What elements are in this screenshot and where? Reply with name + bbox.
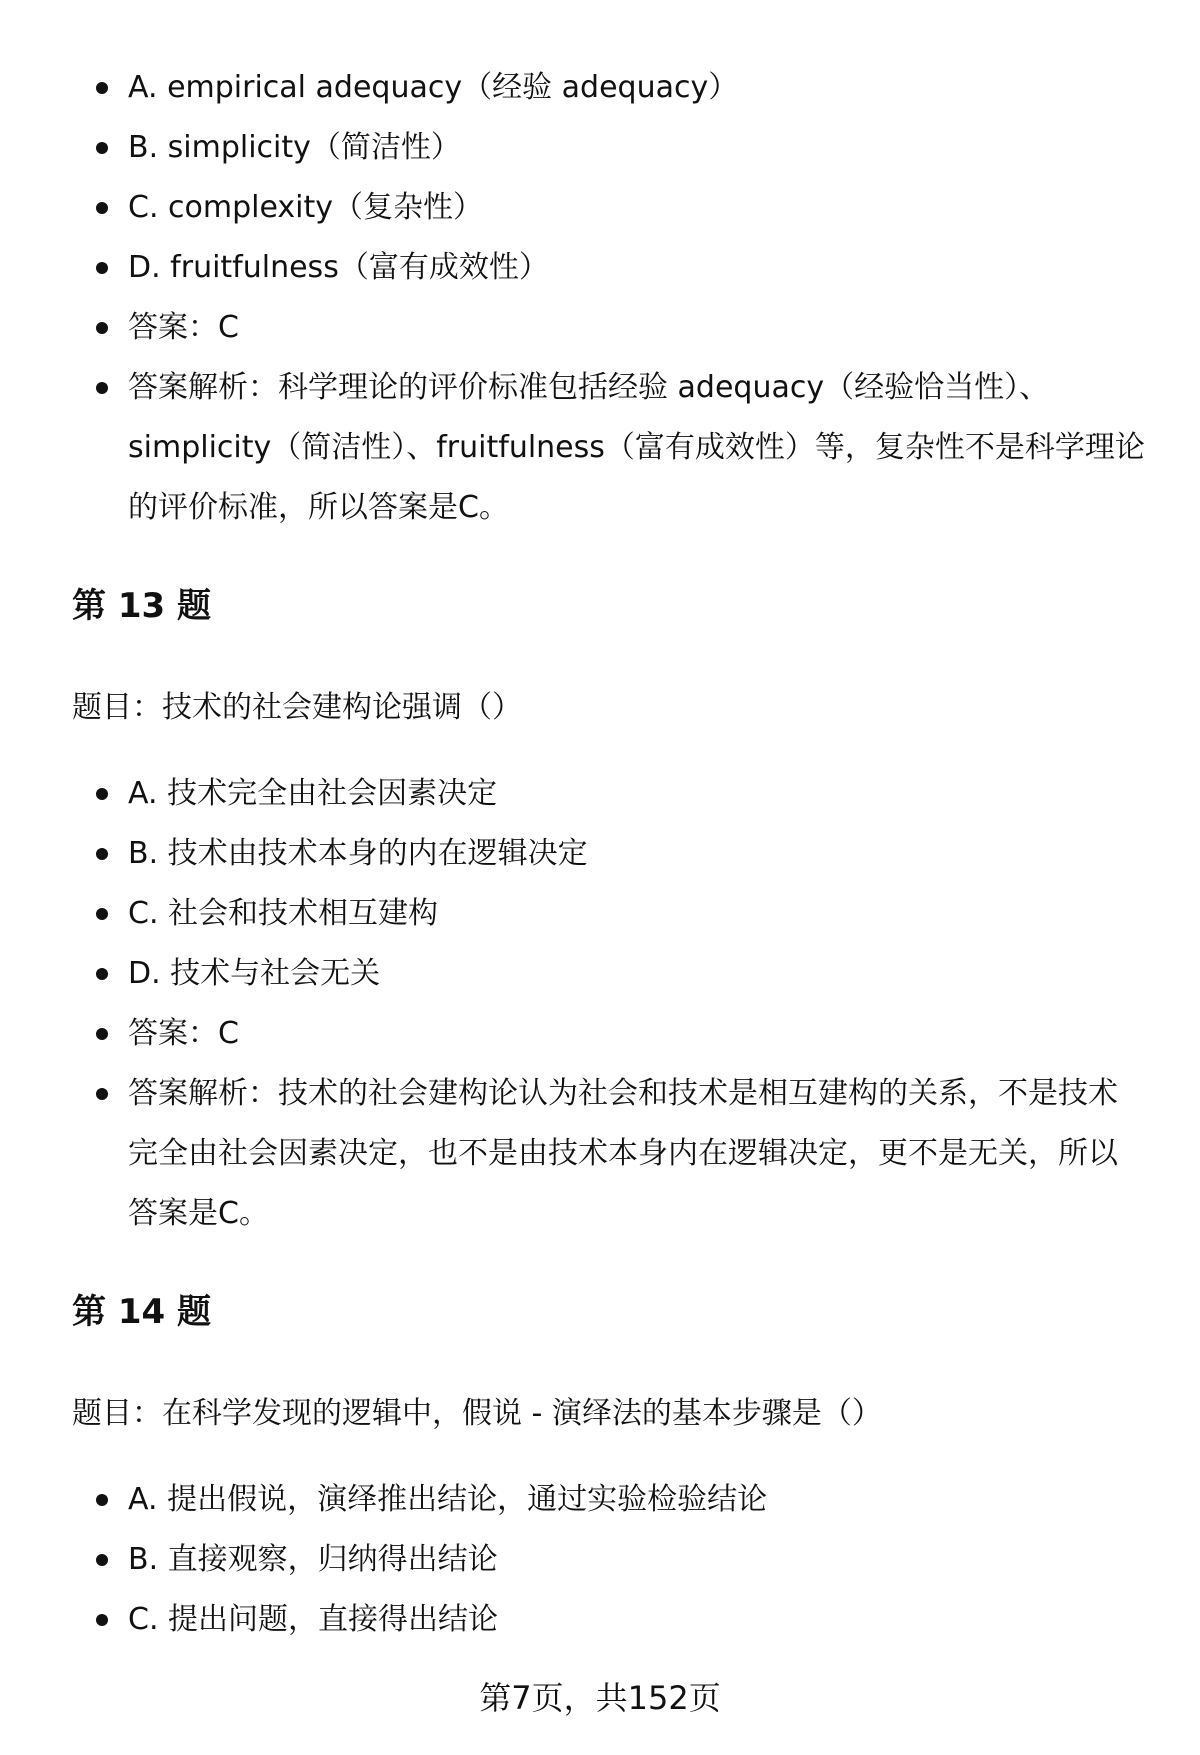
q12-option-list: [96, 58, 1146, 538]
question-text-14: 题目：在科学发现的逻辑中，假说 - 演绎法的基本步骤是（）: [72, 1396, 882, 1431]
list-item: [96, 118, 1146, 178]
bullet-icon: [96, 202, 108, 214]
q13-option-list: [96, 764, 1146, 1244]
list-item: [96, 238, 1146, 298]
bullet-icon: [96, 82, 108, 94]
option-a: A. empirical adequacy（经验 adequacy）: [128, 70, 739, 105]
list-item: [96, 358, 1146, 538]
page-number-footer: 第7页，共152页: [479, 1679, 721, 1717]
list-item: [96, 1530, 1146, 1590]
list-item: [96, 58, 1146, 118]
option-a: A. 提出假说，演绎推出结论，通过实验检验结论: [128, 1482, 768, 1517]
bullet-icon: [96, 142, 108, 154]
list-item: [96, 824, 1146, 884]
bullet-icon: [96, 1088, 108, 1100]
list-item: [96, 764, 1146, 824]
bullet-icon: [96, 1554, 108, 1566]
bullet-icon: [96, 1028, 108, 1040]
list-item: [96, 178, 1146, 238]
answer-explanation: 答案解析：技术的社会建构论认为社会和技术是相互建构的关系，不是技术完全由社会因素决定，也不是由技术本身内在逻辑决定，更不是无关，所以答案是C。: [128, 1076, 1118, 1231]
option-c: C. 提出问题，直接得出结论: [128, 1602, 499, 1637]
list-item: [96, 884, 1146, 944]
bullet-icon: [96, 908, 108, 920]
list-item: [96, 1004, 1146, 1064]
list-item: [96, 944, 1146, 1004]
question-text-13: 题目：技术的社会建构论强调（）: [72, 690, 522, 725]
bullet-icon: [96, 382, 108, 394]
bullet-icon: [96, 968, 108, 980]
bullet-icon: [96, 322, 108, 334]
answer: 答案：C: [128, 310, 239, 345]
option-c: C. 社会和技术相互建构: [128, 896, 439, 931]
answer: 答案：C: [128, 1016, 239, 1051]
list-item: [96, 1470, 1146, 1530]
list-item: [96, 1590, 1146, 1650]
option-d: D. 技术与社会无关: [128, 956, 381, 991]
question-heading-13: 第 13 题: [72, 586, 211, 626]
bullet-icon: [96, 1494, 108, 1506]
option-b: B. 技术由技术本身的内在逻辑决定: [128, 836, 588, 871]
option-a: A. 技术完全由社会因素决定: [128, 776, 498, 811]
list-item: [96, 1064, 1146, 1244]
bullet-icon: [96, 788, 108, 800]
question-heading-14: 第 14 题: [72, 1292, 211, 1332]
option-b: B. simplicity（简洁性）: [128, 130, 461, 165]
q14-option-list: [96, 1470, 1146, 1650]
list-item: [96, 298, 1146, 358]
bullet-icon: [96, 848, 108, 860]
option-c: C. complexity（复杂性）: [128, 190, 484, 225]
bullet-icon: [96, 1614, 108, 1626]
answer-explanation: 答案解析：科学理论的评价标准包括经验 adequacy（经验恰当性）、simplicity（简洁性）、fruitfulness（富有成效性）等，复杂性不是科学理论的评价标准，所以答案是C。: [128, 370, 1145, 525]
option-b: B. 直接观察，归纳得出结论: [128, 1542, 498, 1577]
bullet-icon: [96, 262, 108, 274]
option-d: D. fruitfulness（富有成效性）: [128, 250, 549, 285]
